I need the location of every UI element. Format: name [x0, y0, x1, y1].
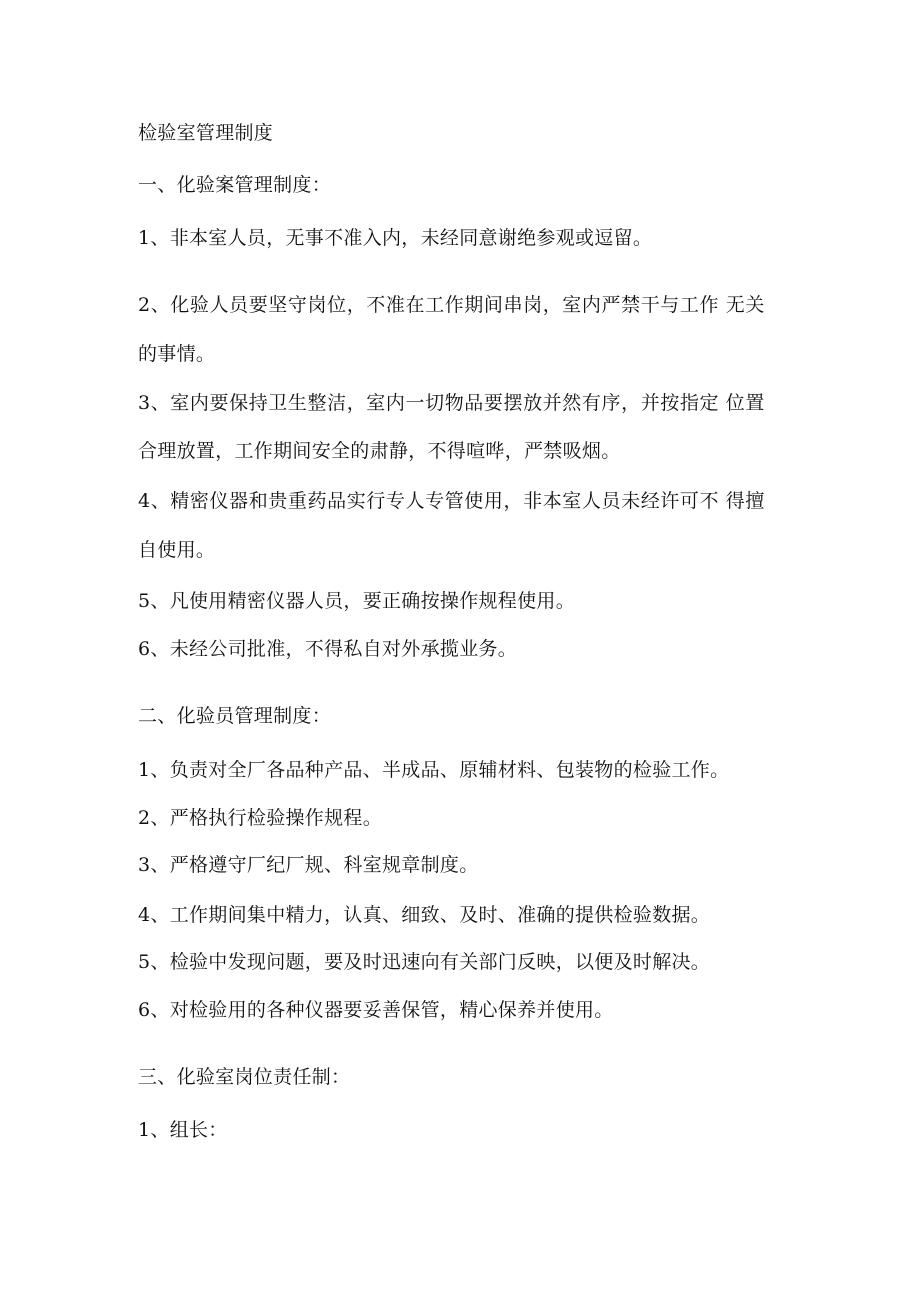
section1-item-1: 1、非本室人员，无事不准入内，未经同意谢绝参观或逗留。 [138, 227, 653, 249]
section2-item-5: 5、检验中发现问题，要及时迅速向有关部门反映，以便及时解决。 [138, 951, 711, 973]
section2-item-1: 1、负责对全厂各品种产品、半成品、原辅材料、包装物的检验工作。 [138, 759, 730, 781]
section1-item-4-line-2: 自使用。 [138, 539, 216, 561]
section1-item-4-line-1: 4、精密仪器和贵重药品实行专人专管使用，非本室人员未经许可不 得擅 [138, 490, 765, 512]
section1-item-2-line-1: 2、化验人员要坚守岗位，不准在工作期间串岗，室内严禁干与工作 无关 [138, 294, 765, 316]
section1-item-3-line-2: 合理放置，工作期间安全的肃静，不得喧哗，严禁吸烟。 [138, 440, 621, 462]
section2-item-2: 2、严格执行检验操作规程。 [138, 807, 382, 829]
section2-item-6: 6、对检验用的各种仪器要妥善保管，精心保养并使用。 [138, 999, 614, 1021]
document-title: 检验室管理制度 [138, 122, 274, 144]
section2-item-4: 4、工作期间集中精力，认真、细致、及时、准确的提供检验数据。 [138, 904, 711, 926]
section-heading-1: 一、化验案管理制度： [138, 174, 332, 196]
section2-item-3: 3、严格遵守厂纪厂规、科室规章制度。 [138, 854, 479, 876]
section1-item-3-line-1: 3、室内要保持卫生整洁，室内一切物品要摆放并然有序，并按指定 位置 [138, 392, 765, 414]
section1-item-6: 6、未经公司批准，不得私自对外承揽业务。 [138, 638, 518, 660]
section1-item-2-line-2: 的事情。 [138, 343, 216, 365]
section-heading-3: 三、化验室岗位责任制： [138, 1066, 351, 1088]
section-heading-2: 二、化验员管理制度： [138, 705, 332, 727]
section1-item-5: 5、凡使用精密仪器人员，要正确按操作规程使用。 [138, 590, 575, 612]
section3-item-1: 1、组长： [138, 1119, 228, 1141]
